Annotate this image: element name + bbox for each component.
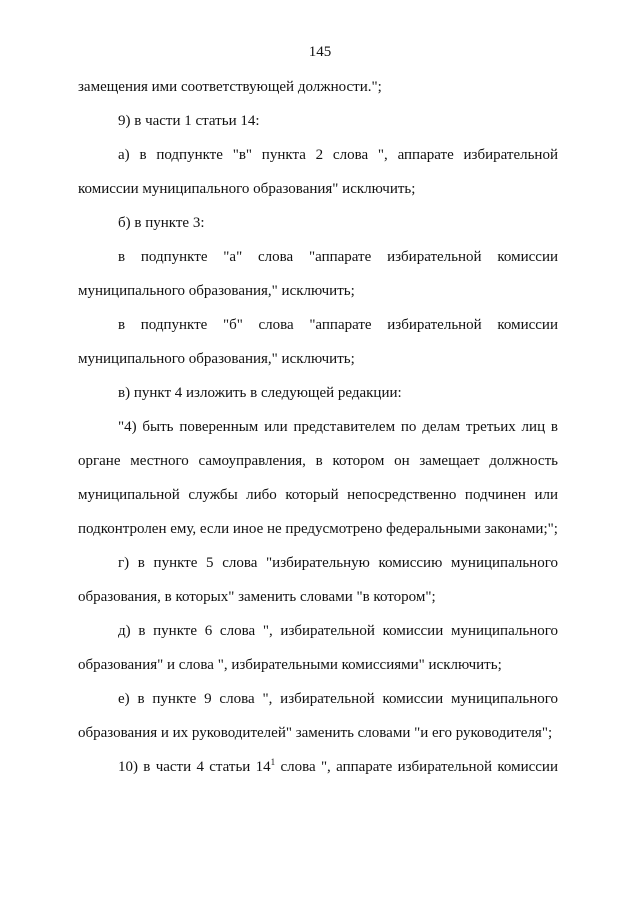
paragraph-subitem-b: б) в пункте 3: — [118, 215, 205, 231]
superscript-one: 1 — [270, 757, 276, 767]
paragraph-subitem-d: д) в пункте 6 слова ", избирательной комиссии муниципального образования" и слова ", избирательными комиссиями" исключить; — [78, 623, 558, 673]
paragraph-subitem-g: г) в пункте 5 слова "избирательную комиссию муниципального образования, в которых" заменить словами "в котором"; — [78, 555, 558, 605]
paragraph-item-9: 9) в части 1 статьи 14: — [118, 113, 260, 129]
paragraph-subpoint-b: в подпункте "б" слова "аппарате избирательной комиссии муниципального образования," исключить; — [78, 317, 558, 367]
paragraph-subitem-e: е) в пункте 9 слова ", избирательной комиссии муниципального образования и их руководителей" заменить словами "и его руководителя"; — [78, 691, 558, 741]
document-body — [78, 70, 558, 784]
paragraph-item-10-end: слова ", аппарате избирательной комиссии — [275, 759, 558, 775]
page-number: 145 — [308, 44, 332, 60]
paragraph-item-10 — [78, 750, 558, 784]
paragraph-subpoint-a: в подпункте "а" слова "аппарате избирательной комиссии муниципального образования," исключить; — [78, 249, 558, 299]
paragraph-subitem-v: в) пункт 4 изложить в следующей редакции: — [118, 385, 402, 401]
paragraph-item-10-start: 10) в части 4 статьи 14 — [118, 759, 271, 775]
paragraph-subitem-a: а) в подпункте "в" пункта 2 слова ", аппарате избирательной комиссии муниципального образования" исключить; — [78, 147, 558, 197]
paragraph-new-wording: "4) быть поверенным или представителем по делам третьих лиц в органе местного самоуправления, в котором он замещает должность муниципальной службы либо который непосредственно подчинен или подконтролен ему, если иное не предусмотрено федеральными законами;"; — [78, 419, 558, 537]
paragraph-continuation: замещения ими соответствующей должности."; — [78, 79, 382, 95]
